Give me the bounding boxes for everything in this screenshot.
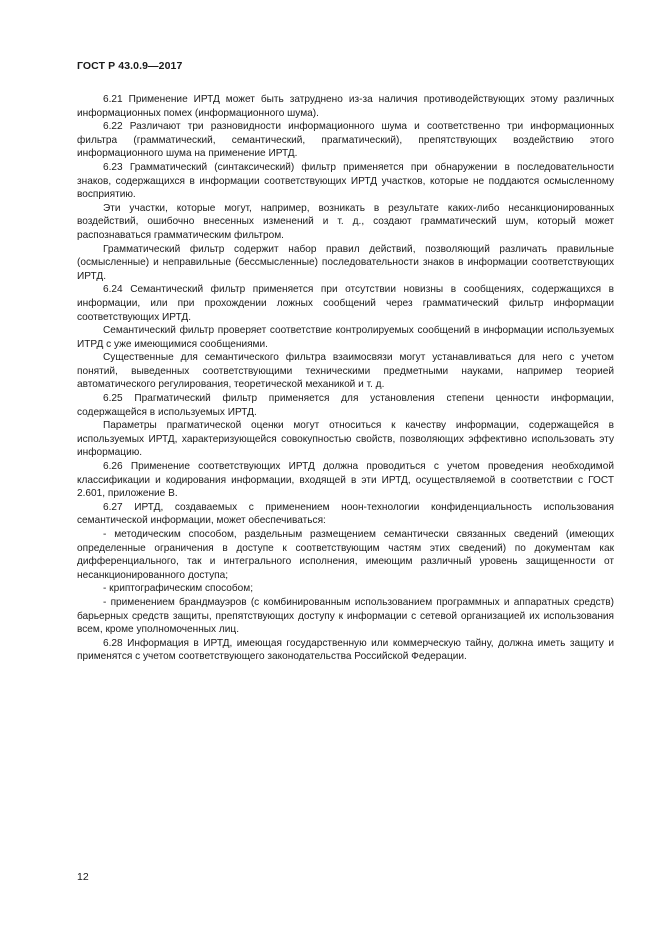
paragraph-6-28: 6.28 Информация в ИРТД, имеющая государственную или коммерческую тайну, должна иметь защиту и применятся с учетом соответствующего законодательства Российской Федерации. xyxy=(77,637,614,663)
page-number: 12 xyxy=(77,871,89,883)
paragraph-6-21: 6.21 Применение ИРТД может быть затруднено из-за наличия противодействующих этому различных информационных помех (информационного шума). xyxy=(77,94,614,119)
list-item: - применением брандмауэров (с комбинированным использованием программных и аппаратных средств) барьерных средств защиты, препятствующих доступу к информации с сетевой организацией их использования всем, кроме уполномоченных лиц. xyxy=(77,596,614,636)
paragraph-6-24: 6.24 Семантический фильтр применяется при отсутствии новизны в сообщениях, содержащихся в информации, или при прохождении ложных сообщений через грамматический фильтр информации соответствующих ИРТД. xyxy=(77,284,614,323)
paragraph: Грамматический фильтр содержит набор правил действий, позволяющий различать правильные (осмысленные) и неправильные (бессмысленные) последовательности знаков в информации соответствующих ИРТД. xyxy=(77,243,614,282)
paragraph-6-22: 6.22 Различают три разновидности информационного шума и соответственно три информационных фильтра (грамматический, семантический, прагматический), препятствующих воздействию этого информационного шума на применение ИРТД. xyxy=(77,121,614,160)
document-body xyxy=(77,93,614,664)
list-item: - криптографическим способом; xyxy=(103,583,254,595)
paragraph: Параметры прагматической оценки могут относиться к качеству информации, содержащейся в используемых ИРТД, характеризующейся совокупностью свойств, позволяющих эффективно использовать эту информацию. xyxy=(77,420,614,459)
paragraph-6-26: 6.26 Применение соответствующих ИРТД должна проводиться с учетом проведения необходимой классификации и кодирования информации, входящей в эти ИРТД, осуществляемой в соответствии с ГОСТ 2.601, приложение В. xyxy=(77,461,614,500)
paragraph-6-27: 6.27 ИРТД, создаваемых с применением ноон-технологии конфиденциальность использования семантической информации, может обеспечиваться: xyxy=(77,501,614,527)
paragraph: Существенные для семантического фильтра взаимосвязи могут устанавливаться для него с учетом понятий, выведенных соответствующими техническими предметными науками, например теорией автоматического регулирования, теоретической механикой и т. д. xyxy=(77,352,614,391)
paragraph-6-25: 6.25 Прагматический фильтр применяется для установления степени ценности информации, содержащейся в используемых ИРТД. xyxy=(77,393,614,418)
list-item: - методическим способом, раздельным размещением семантически связанных сведений (имеющих определенные ограничения в доступе к соответствующим частям этих сведений) по документам как дифференциального, так и интегрального исполнения, имеющим различный уровень защищенности от несанкционированного доступа; xyxy=(77,529,614,581)
paragraph-6-23: 6.23 Грамматический (синтаксический) фильтр применяется при обнаружении в последовательности знаков, содержащихся в информации соответствующих ИРТД участков, которые не поддаются осмысленному восприятию. xyxy=(77,161,614,201)
document-header: ГОСТ Р 43.0.9—2017 xyxy=(77,60,183,72)
paragraph: Семантический фильтр проверяет соответствие контролируемых сообщений в информации используемых ИТРД с уже имеющимися сообщениями. xyxy=(77,325,614,350)
paragraph: Эти участки, которые могут, например, возникать в результате каких-либо несанкционированных воздействий, ошибочно внесенных изменений и т. д., создают грамматический шум, который может распознаваться грамматическим фильтром. xyxy=(77,202,614,241)
